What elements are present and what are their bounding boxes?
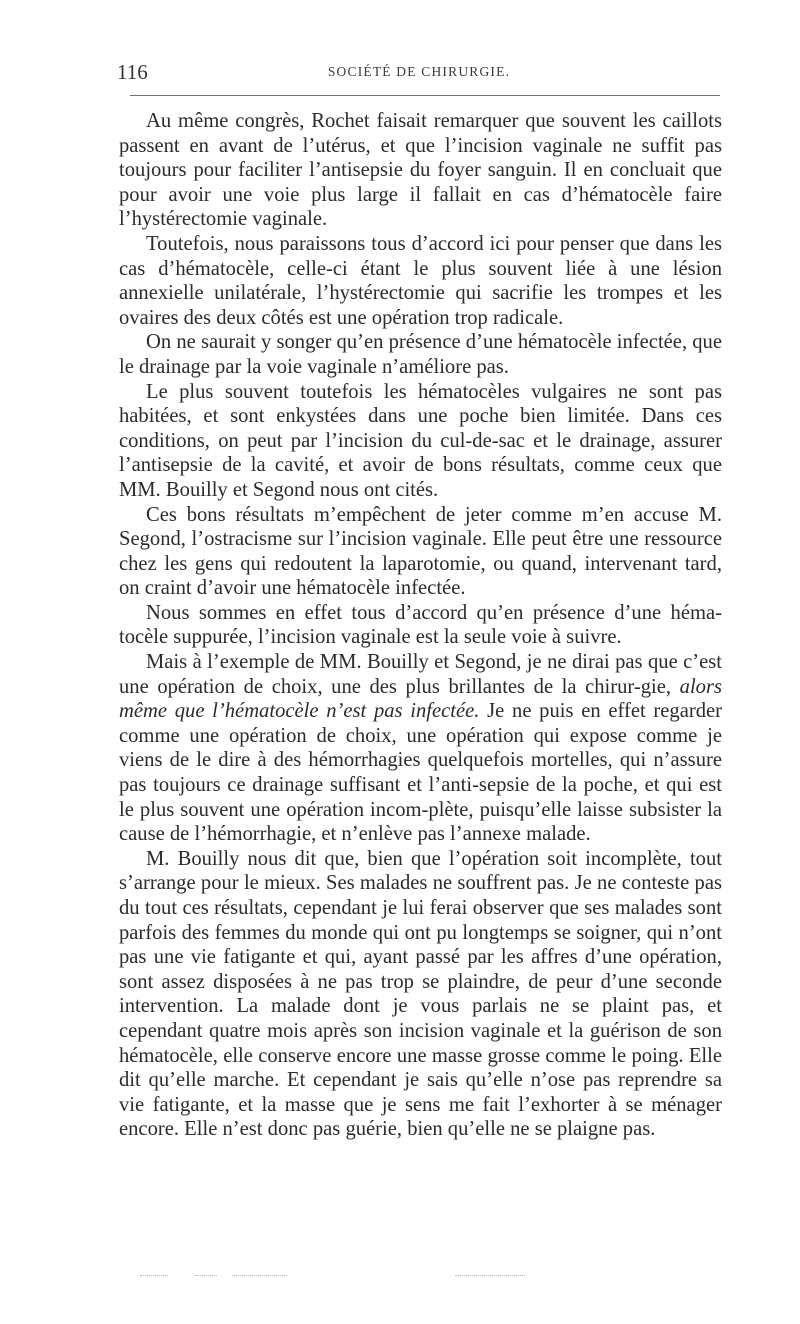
running-title: SOCIÉTÉ DE CHIRURGIE. [327,64,511,79]
paragraph: Le plus souvent toutefois les hématocèles vulgaires ne sont pas habitées, et sont enkystées dans une poche bien limitée. Dans ces conditions, on peut par l’incision du cul-de-sac et le drainage, assurer l’antisepsie de la cavité, et avoir de bons résultats, comme ceux que MM. Bouilly et Segond nous ont cités. [119,380,722,501]
paragraph: M. Bouilly nous dit que, bien que l’opération soit incomplète, tout s’arrange pour le mieux. Ses malades ne souffrent pas. Je ne conteste pas du tout ces résultats, cependant je lui ferai observer que ses malades sont parfois des femmes du monde qui ont pu longtemps se soigner, qui n’ont pas une vie fatigante et qui, ayant passé par les affres d’une opération, sont assez disposées à ne pas trop se plaindre, de peur d’une seconde intervention. La malade dont je vous parlais ne se plaint pas, et cependant quatre mois après son incision vaginale et la guérison de son hématocèle, elle conserve encore une masse grosse comme le poing. Elle dit qu’elle marche. Et cependant je sais qu’elle n’ose pas reprendre sa vie fatigante, et la masse que je sens me fait l’exhorter à se ménager encore. Elle n’est donc pas guérie, bien qu’elle ne se plaigne pas. [119,847,722,1141]
running-head [117,58,721,86]
paragraph: Au même congrès, Rochet faisait remarquer que souvent les caillots passent en avant de l’utérus, et que l’incision vaginale ne suffit pas toujours pour faciliter l’antisepsie du foyer sanguin. Il en concluait que pour avoir une voie plus large il fallait en cas d’hématocèle faire l’hystérectomie vaginale. [119,110,722,231]
paragraph: Nous sommes en effet tous d’accord qu’en présence d’une héma-tocèle suppurée, l’incision vaginale est la seule voie à suivre. [119,601,722,649]
scan-specks [140,1271,540,1281]
header-rule [130,95,720,96]
italic-phrase: alors même que l’hématocèle n’est pas infectée. [119,675,722,723]
body-text [119,109,722,1142]
paragraph: On ne saurait y songer qu’en présence d’une hématocèle infectée, que le drainage par la voie vaginale n’améliore pas. [119,331,722,378]
page-number: 116 [117,60,148,84]
paragraph: Ces bons résultats m’empêchent de jeter comme m’en accuse M. Segond, l’ostracisme sur l’incision vaginale. Elle peut être une ressource chez les gens qui redoutent la laparotomie, ou quand, intervenant tard, on craint d’avoir une hématocèle infectée. [119,503,722,600]
scan-speck [232,1275,287,1278]
paragraph [119,650,722,847]
paragraph: Toutefois, nous paraissons tous d’accord ici pour penser que dans les cas d’hématocèle, celle-ci étant le plus souvent liée à une lésion annexielle unilatérale, l’hystérectomie qui sacrifie les trompes et les ovaires des deux côtés est une opération trop radicale. [119,232,722,329]
paragraph-text: Mais à l’exemple de MM. Bouilly et Segond, je ne dirai pas que c’est une opération de choix, une des plus brillantes de la chirur-gie, [119,651,722,698]
scan-speck [455,1275,525,1278]
paragraph-text: Je ne puis en effet regarder comme une opération de choix, une opération qui expose comme je viens de le dire à des hémorrhagies quelquefois mortelles, qui n’assure pas toujours ce drainage suffisant et l’anti-sepsie de la poche, et qui est le plus souvent une opération incom-plète, puisqu’elle laisse subsister la cause de l’hémorrhagie, et n’enlève pas l’annexe malade. [119,700,722,846]
scan-speck [140,1275,168,1278]
scan-speck [195,1275,217,1278]
